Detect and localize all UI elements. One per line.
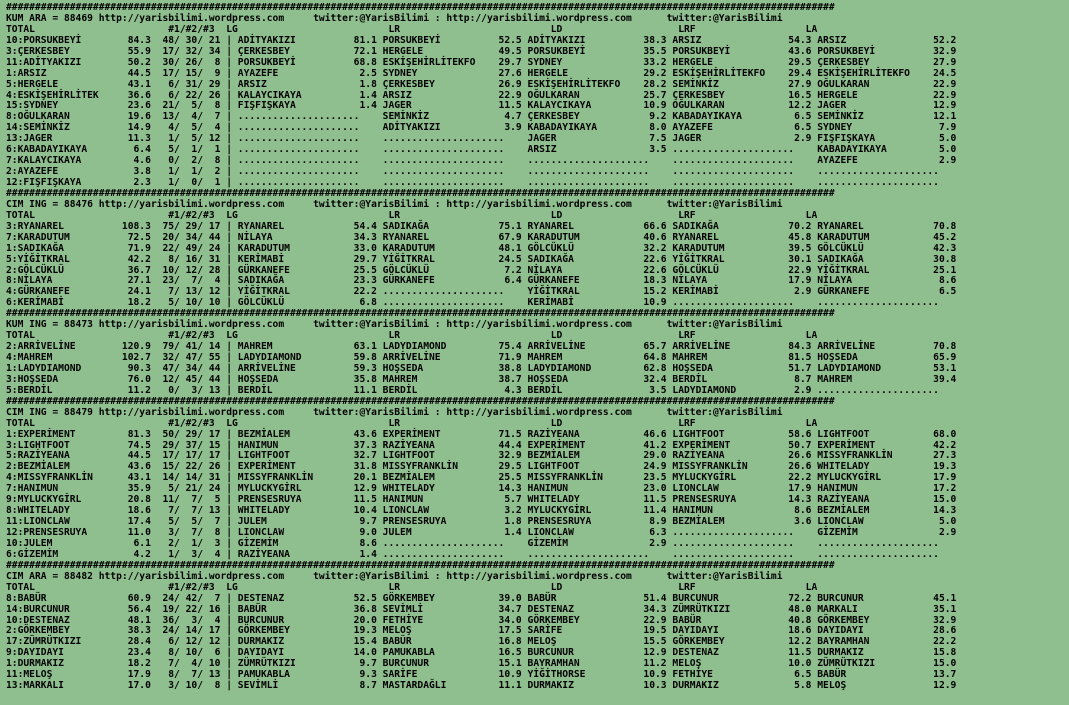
- text-line: ###############################################################################################################################################: [6, 559, 835, 571]
- text-line: CIM ING = 88479 http://yarisbilimi.wordpress.com twitter:@YarisBilimi : http://yarisbilimi.wordpress.com twitter:@YarisBilimi: [6, 406, 783, 418]
- text-line: 10:JULEM 6.1 2/ 1/ 3 | GİZEMİM 8.6 ..................... GİZEMİM 2.9 ..................... .....................: [6, 537, 939, 549]
- text-line: KUM ING = 88473 http://yarisbilimi.wordpress.com twitter:@YarisBilimi : http://yarisbilimi.wordpress.com twitter:@YarisBilimi: [6, 319, 783, 331]
- text-line: TOTAL #1/#2/#3 LG LR LD LRF LA: [6, 23, 818, 35]
- text-line: 3:HOŞSEDA 76.0 12/ 45/ 44 | HOŞSEDA 35.8 MAHREM 38.7 HOŞSEDA 32.4 BERDİL 8.7 MAHREM 39.4: [6, 373, 957, 385]
- text-line: 5:RAZİYEANA 44.5 17/ 17/ 17 | LIGHTFOOT 32.7 LIGHTFOOT 32.9 BEZMİALEM 29.0 RAZİYEANA 26.6 MISSYFRANKLİN 27.3: [6, 450, 957, 462]
- text-line: 4:MISSYFRANKLİN 43.1 14/ 14/ 31 | MISSYFRANKLİN 20.1 BEZMİALEM 25.5 MISSYFRANKLİN 23.5 MYLUCKYGİRL 22.2 MYLUCKYGİRL 17.9: [6, 472, 957, 484]
- text-line: 3:LIGHTFOOT 74.5 29/ 37/ 15 | HANIMUN 37.3 RAZİYEANA 44.4 EXPERİMENT 41.2 EXPERİMENT 50.7 EXPERİMENT 42.2: [6, 439, 957, 451]
- text-line: 6:KABADAYIKAYA 6.4 5/ 1/ 1 | ..................... ..................... ARSIZ 3.5 ..................... KABADAYIKAYA 5.0: [6, 144, 957, 156]
- text-line: ###############################################################################################################################################: [6, 2, 835, 13]
- text-line: ###############################################################################################################################################: [6, 395, 835, 407]
- text-line: 10:PORSUKBEYİ 84.3 48/ 30/ 21 | ADİTYAKIZI 81.1 PORSUKBEYİ 52.5 ADİTYAKIZI 38.3 ARSIZ 54.3 ARSIZ 52.2: [6, 34, 957, 46]
- text-line: 9:DAYIDAYI 23.4 8/ 10/ 6 | DAYIDAYI 14.0 PAMUKABLA 16.5 BURCUNUR 12.9 DESTENAZ 11.5 DURMAKIZ 15.8: [6, 647, 957, 659]
- text-line: 1:EXPERİMENT 81.3 50/ 29/ 17 | BEZMİALEM 43.6 EXPERİMENT 71.5 RAZİYEANA 46.6 LIGHTFOOT 58.6 LIGHTFOOT 68.0: [6, 428, 957, 440]
- text-line: 11:ADİTYAKIZI 50.2 30/ 26/ 8 | PORSUKBEYİ 68.8 ESKİŞEHİRLİTEKFO 29.7 SYDNEY 33.2 HERGELE 29.5 ÇERKESBEY 27.9: [6, 56, 957, 68]
- text-line: 7:KALAYCIKAYA 4.6 0/ 2/ 8 | ..................... ..................... ..................... ..................... AYAZEFE 2.9: [6, 155, 957, 167]
- text-line: ###############################################################################################################################################: [6, 308, 835, 320]
- text-line: TOTAL #1/#2/#3 LG LR LD LRF LA: [6, 417, 818, 429]
- text-line: 13:MARKALI 17.0 3/ 10/ 8 | SEVİMLİ 8.7 MASTARDAĞLI 11.1 DURMAKIZ 10.3 DURMAKIZ 5.8 MELOŞ 12.9: [6, 680, 957, 692]
- text-line: 8:WHITELADY 18.6 7/ 7/ 13 | WHITELADY 10.4 LIONCLAW 3.2 MYLUCKYGİRL 11.4 HANIMUN 8.6 BEZMİALEM 14.3: [6, 505, 957, 517]
- text-line: 13:JAGER 11.3 1/ 5/ 12 | ..................... ..................... JAGER 7.5 JAGER 2.9 FIŞFIŞKAYA 5.0: [6, 133, 957, 145]
- text-line: 7:KARADUTUM 72.5 20/ 34/ 44 | NİLAYA 34.3 RYANAREL 67.9 KARADUTUM 40.6 RYANAREL 45.8 KARADUTUM 45.2: [6, 231, 957, 243]
- text-line: 6:GİZEMİM 4.2 1/ 3/ 4 | RAZİYEANA 1.4 ..................... ..................... ..................... .....................: [6, 548, 939, 560]
- text-line: 2:ARRİVELİNE 120.9 79/ 41/ 14 | MAHREM 63.1 LADYDIAMOND 75.4 ARRİVELİNE 65.7 ARRİVELİNE 84.3 ARRİVELİNE 70.8: [6, 341, 957, 353]
- text-line: 10:DESTENAZ 48.1 36/ 3/ 4 | BURCUNUR 20.0 FETHİYE 34.0 GÖRKEMBEY 22.9 BABÜR 40.8 GÖRKEMBEY 32.9: [6, 614, 957, 626]
- text-line: 3:ÇERKESBEY 55.9 17/ 32/ 34 | ÇERKESBEY 72.1 HERGELE 49.5 PORSUKBEYİ 35.5 PORSUKBEYİ 43.6 PORSUKBEYİ 32.9: [6, 45, 957, 57]
- text-line: 8:NİLAYA 27.1 23/ 7/ 4 | SADIKAĞA 23.3 GÜRKANEFE 6.4 GÜRKANEFE 18.3 NİLAYA 17.9 NİLAYA 8.6: [6, 275, 957, 287]
- text-line: 14:SEMİNKİZ 14.9 4/ 5/ 4 | ..................... ADİTYAKIZI 3.9 KABADAYIKAYA 8.0 AYAZEFE 6.5 SYDNEY 7.9: [6, 122, 957, 134]
- text-line: 1:ARSIZ 44.5 17/ 15/ 9 | AYAZEFE 2.5 SYDNEY 27.6 HERGELE 29.2 ESKİŞEHİRLİTEKFO 29.4 ESKİŞEHİRLİTEKFO 24.5: [6, 67, 957, 79]
- text-line: 12:PRENSESRUYA 11.0 3/ 7/ 8 | LIONCLAW 9.0 JULEM 1.4 LIONCLAW 6.3 ..................... GİZEMİM 2.9: [6, 527, 957, 538]
- text-line: 14:BURCUNUR 56.4 19/ 22/ 16 | BABÜR 36.8 SEVİMLİ 34.7 DESTENAZ 34.3 ZÜMRÜTKIZI 48.0 MARKALI 35.1: [6, 603, 957, 615]
- text-line: 9:MYLUCKYGİRL 20.8 11/ 7/ 5 | PRENSESRUYA 11.5 HANIMUN 5.7 WHITELADY 11.5 PRENSESRUYA 14.3 RAZİYEANA 15.0: [6, 494, 957, 506]
- text-line: 8:BABÜR 60.9 24/ 42/ 7 | DESTENAZ 52.5 GÖRKEMBEY 39.0 BABÜR 51.4 BURCUNUR 72.2 BURCUNUR 45.1: [6, 592, 957, 604]
- text-line: 1:DURMAKIZ 18.2 7/ 4/ 10 | ZÜMRÜTKIZI 9.7 BURCUNUR 15.1 BAYRAMHAN 11.2 MELOŞ 10.0 ZÜMRÜTKIZI 15.0: [6, 658, 957, 670]
- text-line: TOTAL #1/#2/#3 LG LR LD LRF LA: [6, 330, 818, 342]
- text-line: 8:OĞULKARAN 19.6 13/ 4/ 7 | ..................... SEMİNKİZ 4.7 ÇERKESBEY 9.2 KABADAYIKAYA 6.5 SEMİNKİZ 12.1: [6, 111, 957, 123]
- text-line: TOTAL #1/#2/#3 LG LR LD LRF LA: [6, 581, 818, 593]
- text-line: 2:AYAZEFE 3.8 1/ 1/ 2 | ..................... ..................... ..................... ..................... .....................: [6, 166, 939, 178]
- text-line: 1:SADIKAĞA 71.9 22/ 49/ 24 | KARADUTUM 33.0 KARADUTUM 48.1 GÖLCÜKLÜ 32.2 KARADUTUM 39.5 GÖLCÜKLÜ 42.3: [6, 242, 957, 254]
- text-line: 1:LADYDIAMOND 90.3 47/ 34/ 44 | ARRİVELİNE 59.3 HOŞSEDA 38.8 LADYDIAMOND 62.8 HOŞSEDA 51.7 LADYDIAMOND 53.1: [6, 362, 957, 374]
- text-line: 5:BERDİL 11.2 0/ 3/ 13 | BERDİL 11.1 BERDİL 4.3 BERDİL 3.5 LADYDIAMOND 2.9 .....................: [6, 384, 939, 396]
- text-line: 5:HERGELE 43.1 6/ 31/ 29 | ARSIZ 1.8 ÇERKESBEY 26.9 ESKİŞEHİRLİTEKFO 28.2 SEMİNKİZ 27.9 OĞULKARAN 22.9: [6, 78, 957, 90]
- text-line: ###############################################################################################################################################: [6, 187, 835, 199]
- text-line: TOTAL #1/#2/#3 LG LR LD LRF LA: [6, 209, 818, 221]
- text-line: 17:ZÜMRÜTKIZI 28.4 6/ 12/ 12 | DURMAKIZ 15.4 BABÜR 16.8 MELOŞ 15.5 GÖRKEMBEY 12.2 BAYRAMHAN 22.2: [6, 636, 957, 648]
- text-line: 4:ESKİŞEHİRLİTEK 36.6 6/ 22/ 26 | KALAYCIKAYA 1.4 ARSIZ 22.9 OĞULKARAN 25.7 ÇERKESBEY 16.5 HERGELE 22.9: [6, 89, 957, 101]
- text-line: 15:SYDNEY 23.6 21/ 5/ 8 | FIŞFIŞKAYA 1.4 JAGER 11.5 KALAYCIKAYA 10.9 OĞULKARAN 12.2 JAGER 12.9: [6, 100, 957, 112]
- text-line: 5:YİĞİTKRAL 42.2 8/ 16/ 31 | KERİMABİ 29.7 YİĞİTKRAL 24.5 SADIKAĞA 22.6 YİĞİTKRAL 30.1 SADIKAĞA 30.8: [6, 253, 957, 265]
- text-line: 2:GÖLCÜKLÜ 36.7 10/ 12/ 28 | GÜRKANEFE 25.5 GÖLCÜKLÜ 7.2 NİLAYA 22.6 GÖLCÜKLÜ 22.9 YİĞİTKRAL 25.1: [6, 264, 957, 276]
- text-line: CIM ING = 88476 http://yarisbilimi.wordpress.com twitter:@YarisBilimi : http://yarisbilimi.wordpress.com twitter:@YarisBilimi: [6, 198, 783, 210]
- text-line: CIM ARA = 88482 http://yarisbilimi.wordpress.com twitter:@YarisBilimi : http://yarisbilimi.wordpress.com twitter:@YarisBilimi: [6, 570, 783, 582]
- text-line: 3:RYANAREL 108.3 75/ 29/ 17 | RYANAREL 54.4 SADIKAĞA 75.1 RYANAREL 66.6 SADIKAĞA 70.2 RYANAREL 70.8: [6, 220, 957, 232]
- text-line: 4:MAHREM 102.7 32/ 47/ 55 | LADYDIAMOND 59.8 ARRİVELİNE 71.9 MAHREM 64.8 MAHREM 81.5 HOŞSEDA 65.9: [6, 352, 957, 363]
- text-line: 6:KERİMABİ 18.2 5/ 10/ 10 | GÖLCÜKLÜ 6.8 ..................... KERİMABİ 10.9 ..................... .....................: [6, 297, 939, 309]
- text-line: 11:LIONCLAW 17.4 5/ 5/ 7 | JULEM 9.7 PRENSESRUYA 1.8 PRENSESRUYA 8.9 BEZMİALEM 3.6 LIONCLAW 5.0: [6, 516, 957, 528]
- text-line: 12:FIŞFIŞKAYA 2.3 1/ 0/ 1 | ..................... ..................... ..................... ..................... .....................: [6, 177, 939, 188]
- text-line: 4:GÜRKANEFE 24.1 7/ 13/ 12 | YİĞİTKRAL 22.2 ..................... YİĞİTKRAL 15.2 KERİMABİ 2.9 GÜRKANEFE 6.5: [6, 286, 957, 298]
- text-line: 2:BEZMİALEM 43.6 15/ 22/ 26 | EXPERİMENT 31.8 MISSYFRANKLİN 29.5 LIGHTFOOT 24.9 MISSYFRANKLİN 26.6 WHITELADY 19.3: [6, 461, 957, 473]
- text-line: 2:GÖRKEMBEY 38.3 24/ 14/ 17 | GÖRKEMBEY 19.3 MELOŞ 17.5 SARİFE 19.5 DAYIDAYI 18.6 DAYIDAYI 28.6: [6, 625, 957, 637]
- text-line: KUM ARA = 88469 http://yarisbilimi.wordpress.com twitter:@YarisBilimi : http://yarisbilimi.wordpress.com twitter:@YarisBilimi: [6, 12, 783, 24]
- text-line: 7:HANIMUN 35.9 5/ 21/ 24 | MYLUCKYGİRL 12.9 WHITELADY 14.3 HANIMUN 23.0 LIONCLAW 17.9 HANIMUN 17.2: [6, 483, 957, 495]
- text-line: 11:MELOŞ 17.9 8/ 7/ 13 | PAMUKABLA 9.3 SARİFE 10.9 YİĞİTHORSE 10.9 FETHİYE 6.5 BABÜR 13.7: [6, 669, 957, 681]
